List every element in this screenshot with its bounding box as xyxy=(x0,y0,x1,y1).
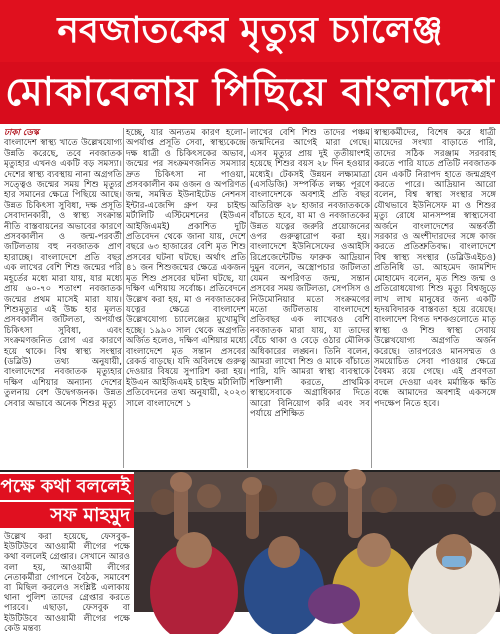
article-column-3: লাখের বেশি শিশু তাদের পঞ্চম জন্মদিনের আগেই মারা গেছে। এসব মৃত্যুর প্রায় দুই তৃতীয়াংশই হয়েছে শিশুর বয়স ২৮ দিন হওয়ার মধ্যেই। টেকসই উন্নয়ন লক্ষ্যমাত্রা (এসডিজি) সম্পর্কিত লক্ষ্য পূরণে বাংলাদেশকে অবশ্যই প্রতি বছর অতিরিক্ত ২৮ হাজার নবজাতককে বাঁচাতে হবে, যা মা ও নবজাতকের উন্নত যত্নের জরুরি প্রয়োজনের ওপর গুরুত্বারোপ করা হয়। বাংলাদেশে ইউনিসেফের ওআইসি রিপ্রেজেন্টেটিভ ফারুক আদ্রিয়ান দুমুন বলেন, অস্ত্রোপচার জটিলতা যেমন অপরিণত জন্ম, সন্তান প্রসবের সময় জটিলতা, সেপসিস ও নিউমোনিয়ার মতো সংক্রমণের মতো জটিলতায় বাংলাদেশে প্রতিবছর এক লাখেরও বেশি নবজাতক মারা যায়, যা তাদের বেঁচে থাকা ও বেড়ে ওঠার মৌলিক অধিকারের লঙ্ঘন। তিনি বলেন, আমরা লাখো শিশু ও মাকে বাঁচাতে পারি, যদি আমরা স্বাস্থ্য ব্যবস্থাকে শক্তিশালী করতে, প্রাথমিক স্বাস্থ্যসেবাকে অগ্রাধিকার দিতে আরো বিনিয়োগ করি এবং সব পর্যায়ে প্রশিক্ষিত xyxy=(250,128,370,419)
headline-line-1: নবজাতকের মৃত্যুর চ্যালেঞ্জ xyxy=(0,0,500,62)
byline: ঢাকা ডেস্ক xyxy=(4,128,39,138)
article-column-4: স্বাস্থ্যকর্মীদের, বিশেষ করে ধাত্রী মায়েদের সংখ্যা বাড়াতে পারি, তাদের সঠিক সরঞ্জাম সরবরাহ করতে পারি যাতে প্রতিটি নবজাতক যেন একটি নিরাপদ হাতে জন্মগ্রহণ করতে পারে। আদ্রিয়ান আরো বলেন, বিশ্ব স্বাস্থ্য সংস্থার সঙ্গে যৌথভাবে ইউনিসেফ মা ও শিশুর মৃত্যু রোধে মানসম্পন্ন স্বাস্থ্যসেবা অর্জনে বাংলাদেশের অন্তর্বর্তী সরকার ও অংশীদারদের সঙ্গে কাজ করতে প্রতিশ্রুতিবদ্ধ। বাংলাদেশে বিশ্ব স্বাস্থ্য সংস্থার (ডব্লিউএইচও) প্রতিনিধি ডা. আহমেদ জামশিদ মোহামেদ বলেন, মৃত শিশু জন্ম ও প্রতিরোধযোগ্য শিশু মৃত্যু বিশ্বজুড়ে লাখ লাখ মানুষের জন্য একটি হৃদয়বিদারক বাস্তবতা হয়ে রয়েছে। বাংলাদেশ বিগত দশকগুলোতে মাতৃ স্বাস্থ্য ও শিশু স্বাস্থ্য সেবায় উল্লেখযোগ্য অগ্রগতি অর্জন করেছে। তারপরেও মানসম্মত ও সময়োচিত সেবা পাওয়ার ক্ষেত্রে বৈষম্য রয়ে গেছে। এই প্রবণতা বদলে দেওয়া এবং মর্মান্তিক ক্ষতি বন্ধে আমাদের অবশ্যই একসঙ্গে পদক্ষেপ নিতে হবে। xyxy=(374,128,496,409)
article-column-1 xyxy=(4,128,122,470)
column-divider xyxy=(371,128,372,468)
protest-photo xyxy=(134,472,500,612)
second-story-headline-line-1: পক্ষে কথা বললেই xyxy=(0,474,134,500)
column-divider xyxy=(123,128,124,468)
article-column-1-text: বাংলাদেশ স্বাস্থ্য খাতে উল্লেখযোগ্য উন্নতি করেছে, তবে নবজাতক মৃত্যুহার এখনও একটি বড় সমস্যা। দেশের স্বাস্থ্য ব্যবস্থায় নানা অগ্রগতি সত্ত্বেও জন্মের সময় শিশু মৃত্যুর হার সমানের ক্ষেত্রে পিছিয়ে আছে। উন্নত চিকিৎসা সুবিধা, দক্ষ প্রসূতি সেবাদানকারী, ও স্বাস্থ্য সংক্রান্ত নীতি বাস্তবায়নের অভাবের কারণে প্রসবকালীন ও জন্ম-পরবর্তী জটিলতায় বহু নবজাতক প্রাণ হারাচ্ছে। বাংলাদেশে প্রতি বছর এক লাখের বেশি শিশু জন্মের পরি মহূর্তের মধ্যে মারা যায়, যার মধ্যে প্রায় ৬০-৭০ শতাংশ নবজাতক জন্মের প্রথম মাসেই মারা যায়। শিশুমৃত্যুর এই উচ্চ হার মূলত প্রসবকালীন জটিলতা, অপর্যাপ্ত চিকিৎসা সুবিধা, এবং সংক্রমণজনিত রোগ এর কারণে হয়ে থাকে। বিশ্ব স্বাস্থ্য সংস্থার (ডব্লিউ) তথ্য অনুযায়ী, বাংলাদেশের নবজাতক মৃত্যুহার দক্ষিণ এশিয়ার অন্যান্য দেশের তুলনায় বেশ উদ্বেগজনক। উন্নত সেবার অভাবে অনেক শিশুর মৃত্যু xyxy=(4,138,122,409)
second-story-body: উল্লেখ করা হয়েছে, ফেসবুক-ইউটিউবে আওয়ামী লীগের পক্ষে কথা বললেই গ্রেপ্তার। সেখানে আরও বলা হয়, আওয়ামী লীগের নেতাকর্মীরা গোপনে বৈঠক, সমাবেশ বা মিছিল করলেও সংশ্লিষ্ট এলাকায় থানা পুলিশ তাদের গ্রেপ্তার করতে পারবে। এছাড়া, ফেসবুক বা ইউটিউবে আওয়ামী লীগের পক্ষে কেউ মন্তব্য xyxy=(4,532,130,634)
article-column-2: হচ্ছে, যার অন্যতম কারণ হলো- অপর্যাপ্ত প্রসূতি সেবা, স্বাস্থ্যকেন্দ্রে দক্ষ ধাত্রী ও চিকিৎসকের অভাব, জন্মের পর সংক্রমণজনিত সমস্যার দ্রুত চিকিৎসা না পাওয়া, প্রসবকালীন কম ওজন ও অপরিণত জন্ম, সমন্বিত ইউনাইটেড নেশনস ইন্টার-এজেন্সি গ্রুপ ফর চাইল্ড মর্টালিটি এস্টিমেশনের (ইউএন আইজিএমই) প্রকাশিত দুটি প্রতিবেদন থেকে জানা যায়, দেশে বছরে ৬৩ হাজারের বেশি মৃত শিশু প্রসবের ঘটনা ঘটছে। অর্থাৎ প্রতি ৪১ জন শিশুজন্মের ক্ষেত্রে একজন মৃত শিশু প্রসবের ঘটনা ঘটছে, যা দক্ষিণ এশিয়ায় সর্বোচ্চ। প্রতিবেদনে উল্লেখ করা হয়, মা ও নবজাতকের যত্নের ক্ষেত্রে বাংলাদেশ উল্লেখযোগ্য চ্যালেঞ্জের মুখোমুখি হচ্ছে। ১৯৯০ সাল থেকে অগ্রগতি অর্জিত হলেও, দক্ষিণ এশিয়ার মধ্যে বাংলাদেশে মৃত সন্তান প্রসবের রেকর্ড বাড়ছে। যদি অবিলম্বে গুরুত্ব দেওয়ার বিষয়ে সুপারিশ করা হয়। ইউএন আইজিএমই চাইল্ড মর্টালিটি প্রতিবেদনের তথ্য অনুযায়ী, ২০২৩ সালে বাংলাদেশে ১ xyxy=(126,128,246,409)
second-story-headline-line-2: সফ মাহমুদ xyxy=(0,502,134,528)
headline-line-2: মোকাবেলায় পিছিয়ে বাংলাদেশ xyxy=(0,62,500,124)
column-divider xyxy=(247,128,248,468)
